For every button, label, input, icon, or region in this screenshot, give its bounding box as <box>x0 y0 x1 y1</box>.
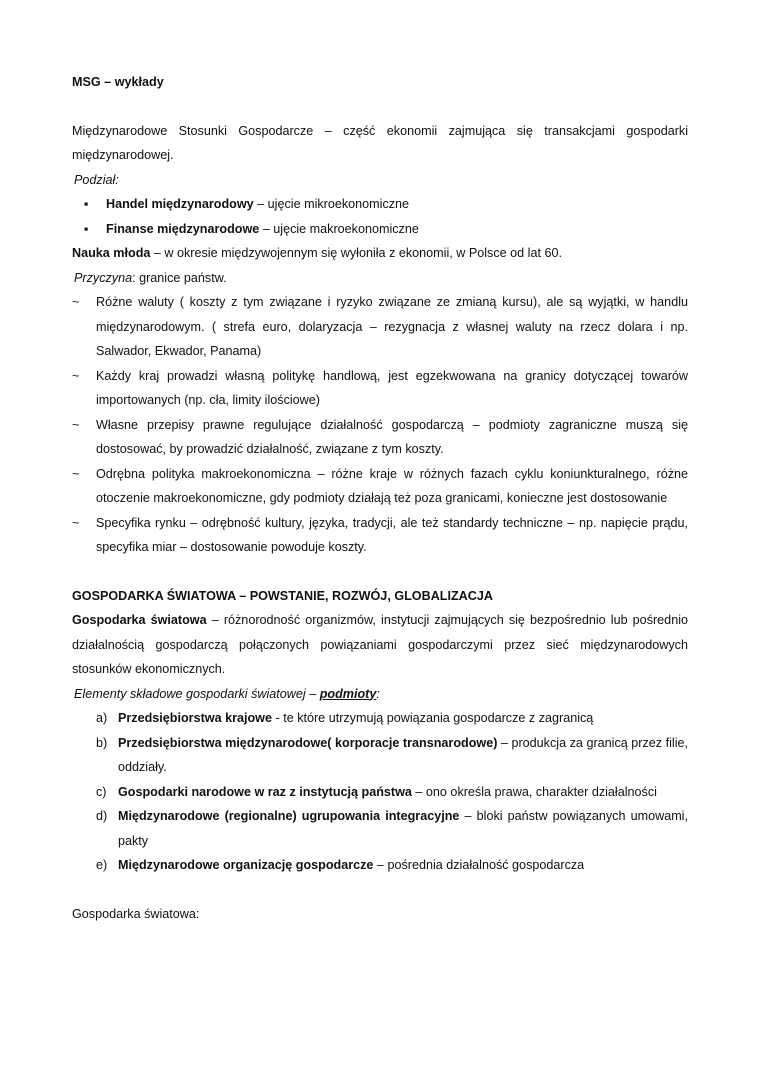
item-bold: Przedsiębiorstwa międzynarodowe( korporacje transnarodowe) <box>118 735 498 750</box>
item-text: – bloki państw powiązanych umowami, pakty <box>118 809 688 848</box>
item-text: – ujęcie mikroekonomiczne <box>253 197 410 211</box>
document-content <box>72 70 688 926</box>
reason-text: Specyfika rynku – odrębność kultury, języka, tradycji, ale też standardy techniczne – np. napięcie prądu, specyfika miar – dostosowanie powoduje koszty. <box>96 515 688 554</box>
bullet-marker: ▪ <box>84 197 89 211</box>
list-marker: d) <box>96 809 108 823</box>
nauka-paragraph <box>72 241 688 266</box>
item-bold: Przedsiębiorstwa krajowe <box>118 711 272 725</box>
list-marker: e) <box>96 858 108 872</box>
list-item <box>72 364 688 413</box>
reason-text: Różne waluty ( koszty z tym związane i ryzyko związane ze zmianą kursu), ale są wyjątki, w handlu międzynarodowym. ( strefa euro, dolaryzacja – rezygnacja z własnej waluty na rzecz dolara i np. Salwador, Ekwador, Panama) <box>96 295 688 358</box>
elements-list <box>72 706 688 878</box>
przyczyna-label: Przyczyna <box>74 270 133 285</box>
tilde-marker: ~ <box>72 466 80 481</box>
item-bold: Gospodarki narodowe w raz z instytucją państwa <box>118 784 412 799</box>
list-item <box>72 853 688 878</box>
item-bold: Międzynarodowe organizację gospodarcze <box>118 858 374 872</box>
list-marker: a) <box>96 711 108 725</box>
intro-paragraph: Międzynarodowe Stosunki Gospodarcze – część ekonomii zajmująca się transakcjami gospodarki międzynarodowej. <box>72 123 688 162</box>
gospodarka-text: – różnorodność organizmów, instytucji zajmujących się bezpośrednio lub pośrednio działalnością gospodarczą połączonych powiązaniami gospodarczymi przez sieć międzynarodowych stosunków ekonomicznych. <box>72 613 688 676</box>
bullet-marker: ▪ <box>84 221 89 236</box>
item-bold: Finanse międzynarodowe <box>106 221 260 236</box>
reason-text: Każdy kraj prowadzi własną politykę handlową, jest egzekwowana na granicy dotyczącej towarów importowanych (np. cła, limity ilościowe) <box>96 368 688 407</box>
elementy-label: Elementy składowe gospodarki światowej – <box>74 686 320 701</box>
nauka-bold: Nauka młoda <box>72 246 151 260</box>
item-bold: Międzynarodowe (regionalne) ugrupowania integracyjne <box>118 809 460 823</box>
spacer <box>72 878 688 902</box>
gospodarka-paragraph <box>72 608 688 682</box>
przyczyna-text: : granice państw. <box>132 270 227 285</box>
item-text: – ono określa prawa, charakter działalności <box>411 784 657 799</box>
list-item <box>72 511 688 560</box>
list-item <box>72 217 688 242</box>
section-heading: GOSPODARKA ŚWIATOWA – POWSTANIE, ROZWÓJ, GLOBALIZACJA <box>72 588 493 603</box>
elementy-colon: : <box>376 686 380 701</box>
list-item <box>72 192 688 217</box>
list-item <box>72 413 688 462</box>
item-text: – pośrednia działalność gospodarcza <box>373 858 585 872</box>
elementy-line <box>72 682 688 707</box>
list-marker: c) <box>96 784 107 799</box>
list-item <box>72 780 688 805</box>
list-item <box>72 290 688 364</box>
tilde-marker: ~ <box>72 417 80 432</box>
list-item <box>72 804 688 853</box>
elementy-podmioty: podmioty <box>319 686 377 701</box>
item-text: - te które utrzymują powiązania gospodarcze z zagranicą <box>272 711 594 725</box>
list-item <box>72 462 688 511</box>
list-marker: b) <box>96 735 108 750</box>
item-bold: Handel międzynarodowy <box>106 197 254 211</box>
reason-text: Odrębna polityka makroekonomiczna – różne kraje w różnych fazach cyklu koniunkturalnego, różne otoczenie makroekonomiczne, gdy podmioty działają też poza granicami, konieczne jest dostosowanie <box>96 466 688 505</box>
reasons-list <box>72 290 688 560</box>
tilde-marker: ~ <box>72 515 80 530</box>
podzial-label: Podział: <box>74 172 119 187</box>
reason-text: Własne przepisy prawne regulujące działalność gospodarczą – podmioty zagraniczne muszą się dostosować, by prowadzić działalność, związane z tym koszty. <box>96 417 688 456</box>
list-item <box>72 706 688 731</box>
przyczyna-paragraph <box>72 266 688 291</box>
tilde-marker: ~ <box>72 295 80 309</box>
nauka-text: – w okresie międzywojennym się wyłoniła z ekonomii, w Polsce od lat 60. <box>150 246 562 260</box>
item-text: – ujęcie makroekonomiczne <box>259 221 419 236</box>
item-text: – produkcja za granicą przez filie, oddziały. <box>118 735 688 774</box>
gospodarka-bold: Gospodarka światowa <box>72 613 207 627</box>
document-title: MSG – wykłady <box>72 75 164 89</box>
tilde-marker: ~ <box>72 368 80 383</box>
list-item <box>72 731 688 780</box>
podzial-list <box>72 192 688 241</box>
closing-line: Gospodarka światowa: <box>72 906 200 921</box>
